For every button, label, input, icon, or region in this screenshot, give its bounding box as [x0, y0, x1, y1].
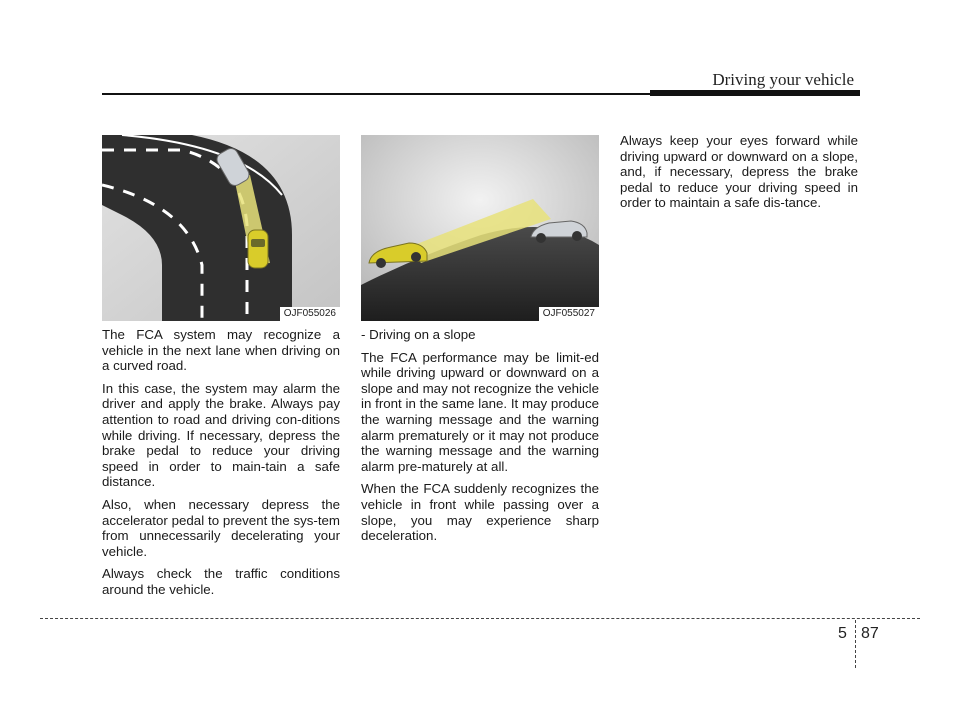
footer-rule	[40, 618, 920, 619]
paragraph: The FCA system may recognize a vehicle in the next lane when driving on a curved road.	[102, 327, 340, 374]
figure-code: OJF055026	[280, 307, 340, 321]
section-title: Driving your vehicle	[712, 70, 854, 89]
header-rule-accent	[650, 90, 860, 96]
section-number: 5	[838, 625, 847, 642]
figure-curved-road	[102, 135, 340, 321]
slope-illustration	[361, 135, 599, 321]
text-column-3	[620, 133, 858, 218]
page-number: 87	[861, 625, 879, 642]
paragraph: Always check the traffic conditions around the vehicle.	[102, 566, 340, 597]
paragraph: Also, when necessary depress the accelerator pedal to prevent the sys-tem from unnecessarily decelerating your vehicle.	[102, 496, 340, 559]
paragraph: The FCA performance may be limit-ed while driving upward or downward on a slope and may not recognize the vehicle in front in the same lane. It may produce the warning message and the warning alarm prematurely or it may not produce the warning message and the warning alarm pre-maturely at all.	[361, 349, 599, 474]
paragraph: When the FCA suddenly recognizes the vehicle in front while passing over a slope, you may experience sharp deceleration.	[361, 481, 599, 544]
subheading: - Driving on a slope	[361, 327, 476, 342]
text-column-1	[102, 327, 340, 605]
figure-code: OJF055027	[539, 307, 599, 321]
car-yellow	[248, 230, 268, 268]
paragraph: Always keep your eyes forward while driving upward or downward on a slope, and, if necessary, depress the brake pedal to reduce your driving speed in order to maintain a safe dis-tance.	[620, 133, 858, 211]
paragraph: In this case, the system may alarm the driver and apply the brake. Always pay attention to road and driving con-ditions while driving. If necessary, depress the brake pedal to reduce your driving speed in order to main-tain a safe distance.	[102, 380, 340, 490]
curved-road-illustration	[102, 135, 340, 321]
text-column-2	[361, 327, 599, 551]
page-number-divider	[855, 620, 856, 668]
figure-slope	[361, 135, 599, 321]
